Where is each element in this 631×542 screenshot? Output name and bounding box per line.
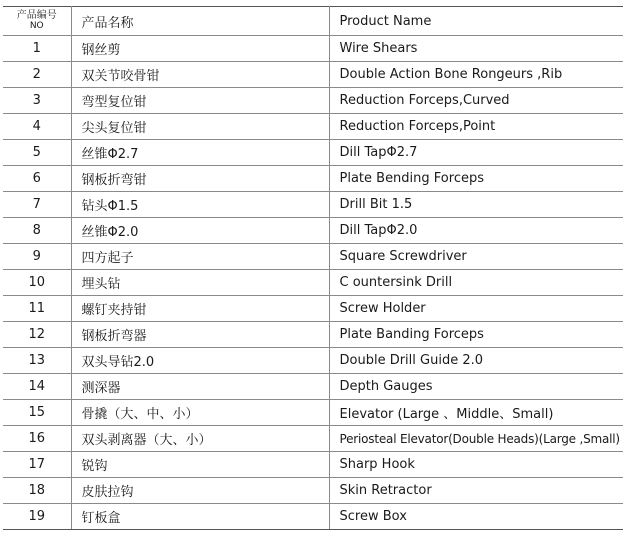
row-name-cn: 弯型复位钳	[71, 88, 329, 114]
row-name-en: C ountersink Drill	[329, 270, 623, 296]
table-row	[3, 504, 623, 530]
row-name-cn: 四方起子	[71, 244, 329, 270]
row-name-cn: 锐钩	[71, 452, 329, 478]
table-header	[3, 7, 623, 36]
row-number: 2	[3, 62, 71, 88]
header-row	[3, 7, 623, 36]
row-name-cn: 钢丝剪	[71, 36, 329, 62]
product-table-container	[3, 6, 623, 530]
row-name-en: Double Action Bone Rongeurs ,Rib	[329, 62, 623, 88]
row-name-en: Wire Shears	[329, 36, 623, 62]
row-name-cn: 测深器	[71, 374, 329, 400]
row-number: 1	[3, 36, 71, 62]
row-number: 3	[3, 88, 71, 114]
row-name-en: Reduction Forceps,Point	[329, 114, 623, 140]
row-name-cn: 骨撬（大、中、小）	[71, 400, 329, 426]
table-row	[3, 36, 623, 62]
row-name-cn: 双关节咬骨钳	[71, 62, 329, 88]
row-name-cn: 双头导钻2.0	[71, 348, 329, 374]
row-name-cn: 埋头钻	[71, 270, 329, 296]
row-name-cn: 皮肤拉钩	[71, 478, 329, 504]
row-name-en: Periosteal Elevator(Double Heads)(Large ,Small)	[329, 426, 623, 452]
row-number: 9	[3, 244, 71, 270]
row-number: 7	[3, 192, 71, 218]
table-row	[3, 192, 623, 218]
row-number: 8	[3, 218, 71, 244]
table-row	[3, 348, 623, 374]
header-no-cn: 产品编号	[16, 10, 57, 21]
row-number: 18	[3, 478, 71, 504]
row-name-en: Plate Banding Forceps	[329, 322, 623, 348]
row-number: 15	[3, 400, 71, 426]
row-name-en: Depth Gauges	[329, 374, 623, 400]
table-row	[3, 270, 623, 296]
row-number: 12	[3, 322, 71, 348]
row-name-en: Plate Bending Forceps	[329, 166, 623, 192]
product-table	[3, 6, 623, 530]
row-name-en: Square Screwdriver	[329, 244, 623, 270]
row-number: 17	[3, 452, 71, 478]
row-name-cn: 钢板折弯器	[71, 322, 329, 348]
row-name-cn: 钻头Φ1.5	[71, 192, 329, 218]
row-number: 16	[3, 426, 71, 452]
table-row	[3, 218, 623, 244]
row-number: 14	[3, 374, 71, 400]
row-name-cn: 钉板盒	[71, 504, 329, 530]
row-number: 19	[3, 504, 71, 530]
row-name-en: Dill TapΦ2.7	[329, 140, 623, 166]
table-row	[3, 166, 623, 192]
row-name-cn: 丝锥Φ2.7	[71, 140, 329, 166]
table-row	[3, 296, 623, 322]
table-row	[3, 426, 623, 452]
row-name-en: Double Drill Guide 2.0	[329, 348, 623, 374]
header-name-en: Product Name	[329, 7, 623, 36]
header-no	[3, 7, 71, 36]
row-name-en: Drill Bit 1.5	[329, 192, 623, 218]
row-name-en: Elevator (Large 、Middle、Small)	[329, 400, 623, 426]
table-row	[3, 62, 623, 88]
row-name-en: Screw Box	[329, 504, 623, 530]
row-name-en: Skin Retractor	[329, 478, 623, 504]
table-row	[3, 140, 623, 166]
row-number: 5	[3, 140, 71, 166]
table-row	[3, 478, 623, 504]
row-name-en: Reduction Forceps,Curved	[329, 88, 623, 114]
row-number: 6	[3, 166, 71, 192]
table-row	[3, 322, 623, 348]
row-name-cn: 双头剥离器（大、小）	[71, 426, 329, 452]
row-name-en: Screw Holder	[329, 296, 623, 322]
header-no-en: NO	[29, 21, 44, 31]
row-name-cn: 螺钉夹持钳	[71, 296, 329, 322]
table-row	[3, 88, 623, 114]
table-row	[3, 114, 623, 140]
table-body	[3, 36, 623, 530]
header-name-cn: 产品名称	[71, 7, 329, 36]
row-name-cn: 钢板折弯钳	[71, 166, 329, 192]
table-row	[3, 452, 623, 478]
table-row	[3, 400, 623, 426]
row-name-en: Sharp Hook	[329, 452, 623, 478]
table-row	[3, 244, 623, 270]
table-row	[3, 374, 623, 400]
row-name-cn: 尖头复位钳	[71, 114, 329, 140]
row-name-en: Dill TapΦ2.0	[329, 218, 623, 244]
row-number: 4	[3, 114, 71, 140]
row-name-cn: 丝锥Φ2.0	[71, 218, 329, 244]
row-number: 10	[3, 270, 71, 296]
row-number: 13	[3, 348, 71, 374]
row-number: 11	[3, 296, 71, 322]
